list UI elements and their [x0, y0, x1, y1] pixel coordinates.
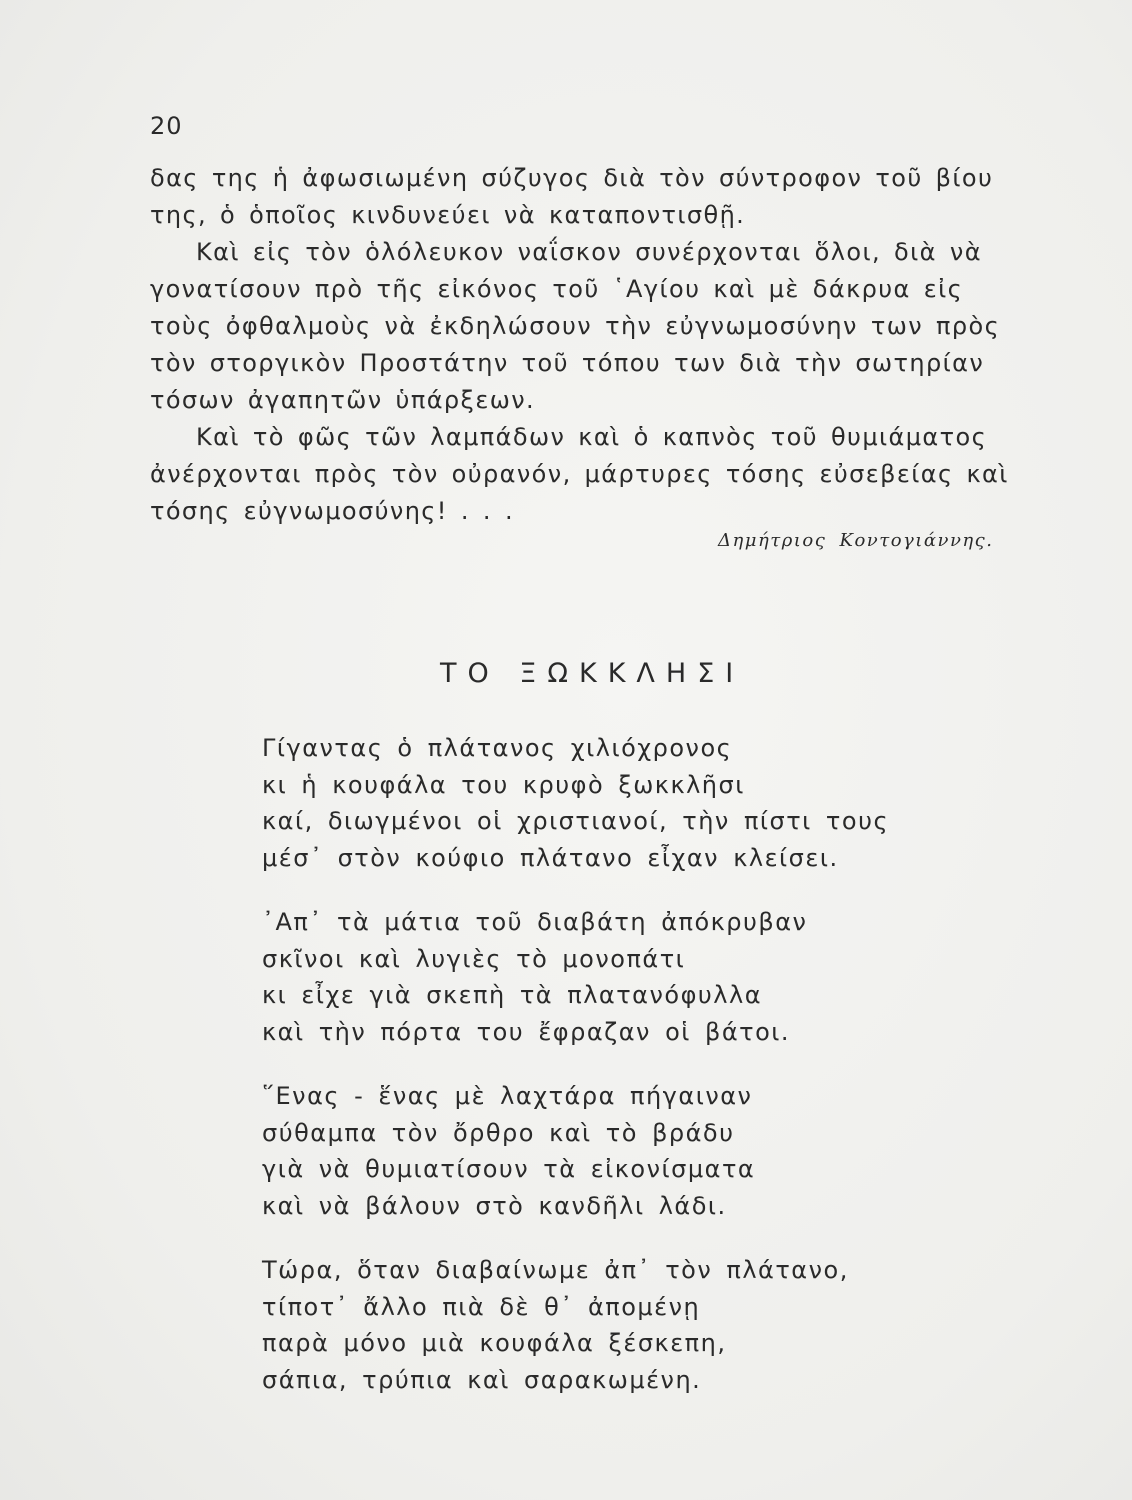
prose-line: τοὺς ὀφθαλμοὺς νὰ ἐκδηλώσουν τὴν εὐγνωμοσύνην των πρὸς: [150, 312, 1001, 340]
prose-line: τόσης εὐγνωμοσύνης! . . .: [150, 497, 514, 525]
prose-line: δας της ἡ ἀφωσιωμένη σύζυγος διὰ τὸν σύντροφον τοῦ βίου: [150, 164, 994, 192]
poem-verse: καὶ τὴν πόρτα του ἔφραζαν οἱ βάτοι.: [262, 1017, 791, 1046]
poem-verse: κι ἡ κουφάλα του κρυφὸ ξωκκλῆσι: [262, 770, 745, 799]
poem-verse: καί, διωγμένοι οἱ χριστιανοί, τὴν πίστι τους: [262, 807, 890, 835]
prose-block: [150, 160, 1080, 530]
prose-line: Καὶ τὸ φῶς τῶν λαμπάδων καὶ ὁ καπνὸς τοῦ θυμιάματος: [196, 423, 988, 451]
page-number: 20: [150, 112, 183, 140]
poem-stanza: [262, 1252, 982, 1398]
poem-stanza: [262, 1078, 982, 1224]
poem-stanza: [262, 730, 982, 876]
prose-line: γονατίσουν πρὸ τῆς εἰκόνος τοῦ ῾Αγίου καὶ μὲ δάκρυα εἰς: [150, 275, 964, 303]
poem-title: ΤΟ ΞΩΚΚΛΗΣΙ: [440, 658, 745, 689]
poem-verse: Τώρα, ὅταν διαβαίνωμε ἀπ᾽ τὸν πλάτανο,: [262, 1256, 849, 1284]
poem-verse: ᾽Απ᾽ τὰ μάτια τοῦ διαβάτη ἀπόκρυβαν: [262, 908, 808, 936]
poem-verse: παρὰ μόνο μιὰ κουφάλα ξέσκεπη,: [262, 1329, 727, 1357]
poem-verse: καὶ νὰ βάλουν στὸ κανδῆλι λάδι.: [262, 1191, 727, 1220]
poem-verse: Γίγαντας ὁ πλάτανος χιλιόχρονος: [262, 734, 733, 762]
prose-line: ἀνέρχονται πρὸς τὸν οὐρανόν, μάρτυρες τόσης εὐσεβείας καὶ: [150, 460, 1009, 488]
poem-verse: γιὰ νὰ θυμιατίσουν τὰ εἰκονίσματα: [262, 1155, 756, 1183]
prose-line: τόσων ἀγαπητῶν ὑπάρξεων.: [150, 386, 536, 414]
prose-line: τὸν στοργικὸν Προστάτην τοῦ τόπου των διὰ τὴν σωτηρίαν: [150, 349, 985, 377]
poem-stanza: [262, 904, 982, 1050]
author-signature: Δημήτριος Κοντογιάννης.: [718, 530, 994, 551]
poem-verse: σάπια, τρύπια καὶ σαρακωμένη.: [262, 1365, 702, 1394]
prose-line: της, ὁ ὁποῖος κινδυνεύει νὰ καταποντισθῇ.: [150, 201, 746, 229]
prose-line: Καὶ εἰς τὸν ὁλόλευκον ναΐσκον συνέρχονται ὅλοι, διὰ νὰ: [196, 238, 982, 266]
poem-verse: σκῖνοι καὶ λυγιὲς τὸ μονοπάτι: [262, 944, 686, 973]
poem-verse: κι εἶχε γιὰ σκεπὴ τὰ πλατανόφυλλα: [262, 981, 763, 1009]
poem-verse: μέσ᾽ στὸν κούφιο πλάτανο εἶχαν κλείσει.: [262, 843, 839, 872]
poem-body: [262, 730, 982, 1426]
poem-verse: ῞Ενας - ἕνας μὲ λαχτάρα πήγαιναν: [262, 1082, 753, 1110]
poem-verse: τίποτ᾽ ἄλλο πιὰ δὲ θ᾽ ἀπομένῃ: [262, 1292, 701, 1321]
poem-verse: σύθαμπα τὸν ὄρθρο καὶ τὸ βράδυ: [262, 1118, 735, 1147]
